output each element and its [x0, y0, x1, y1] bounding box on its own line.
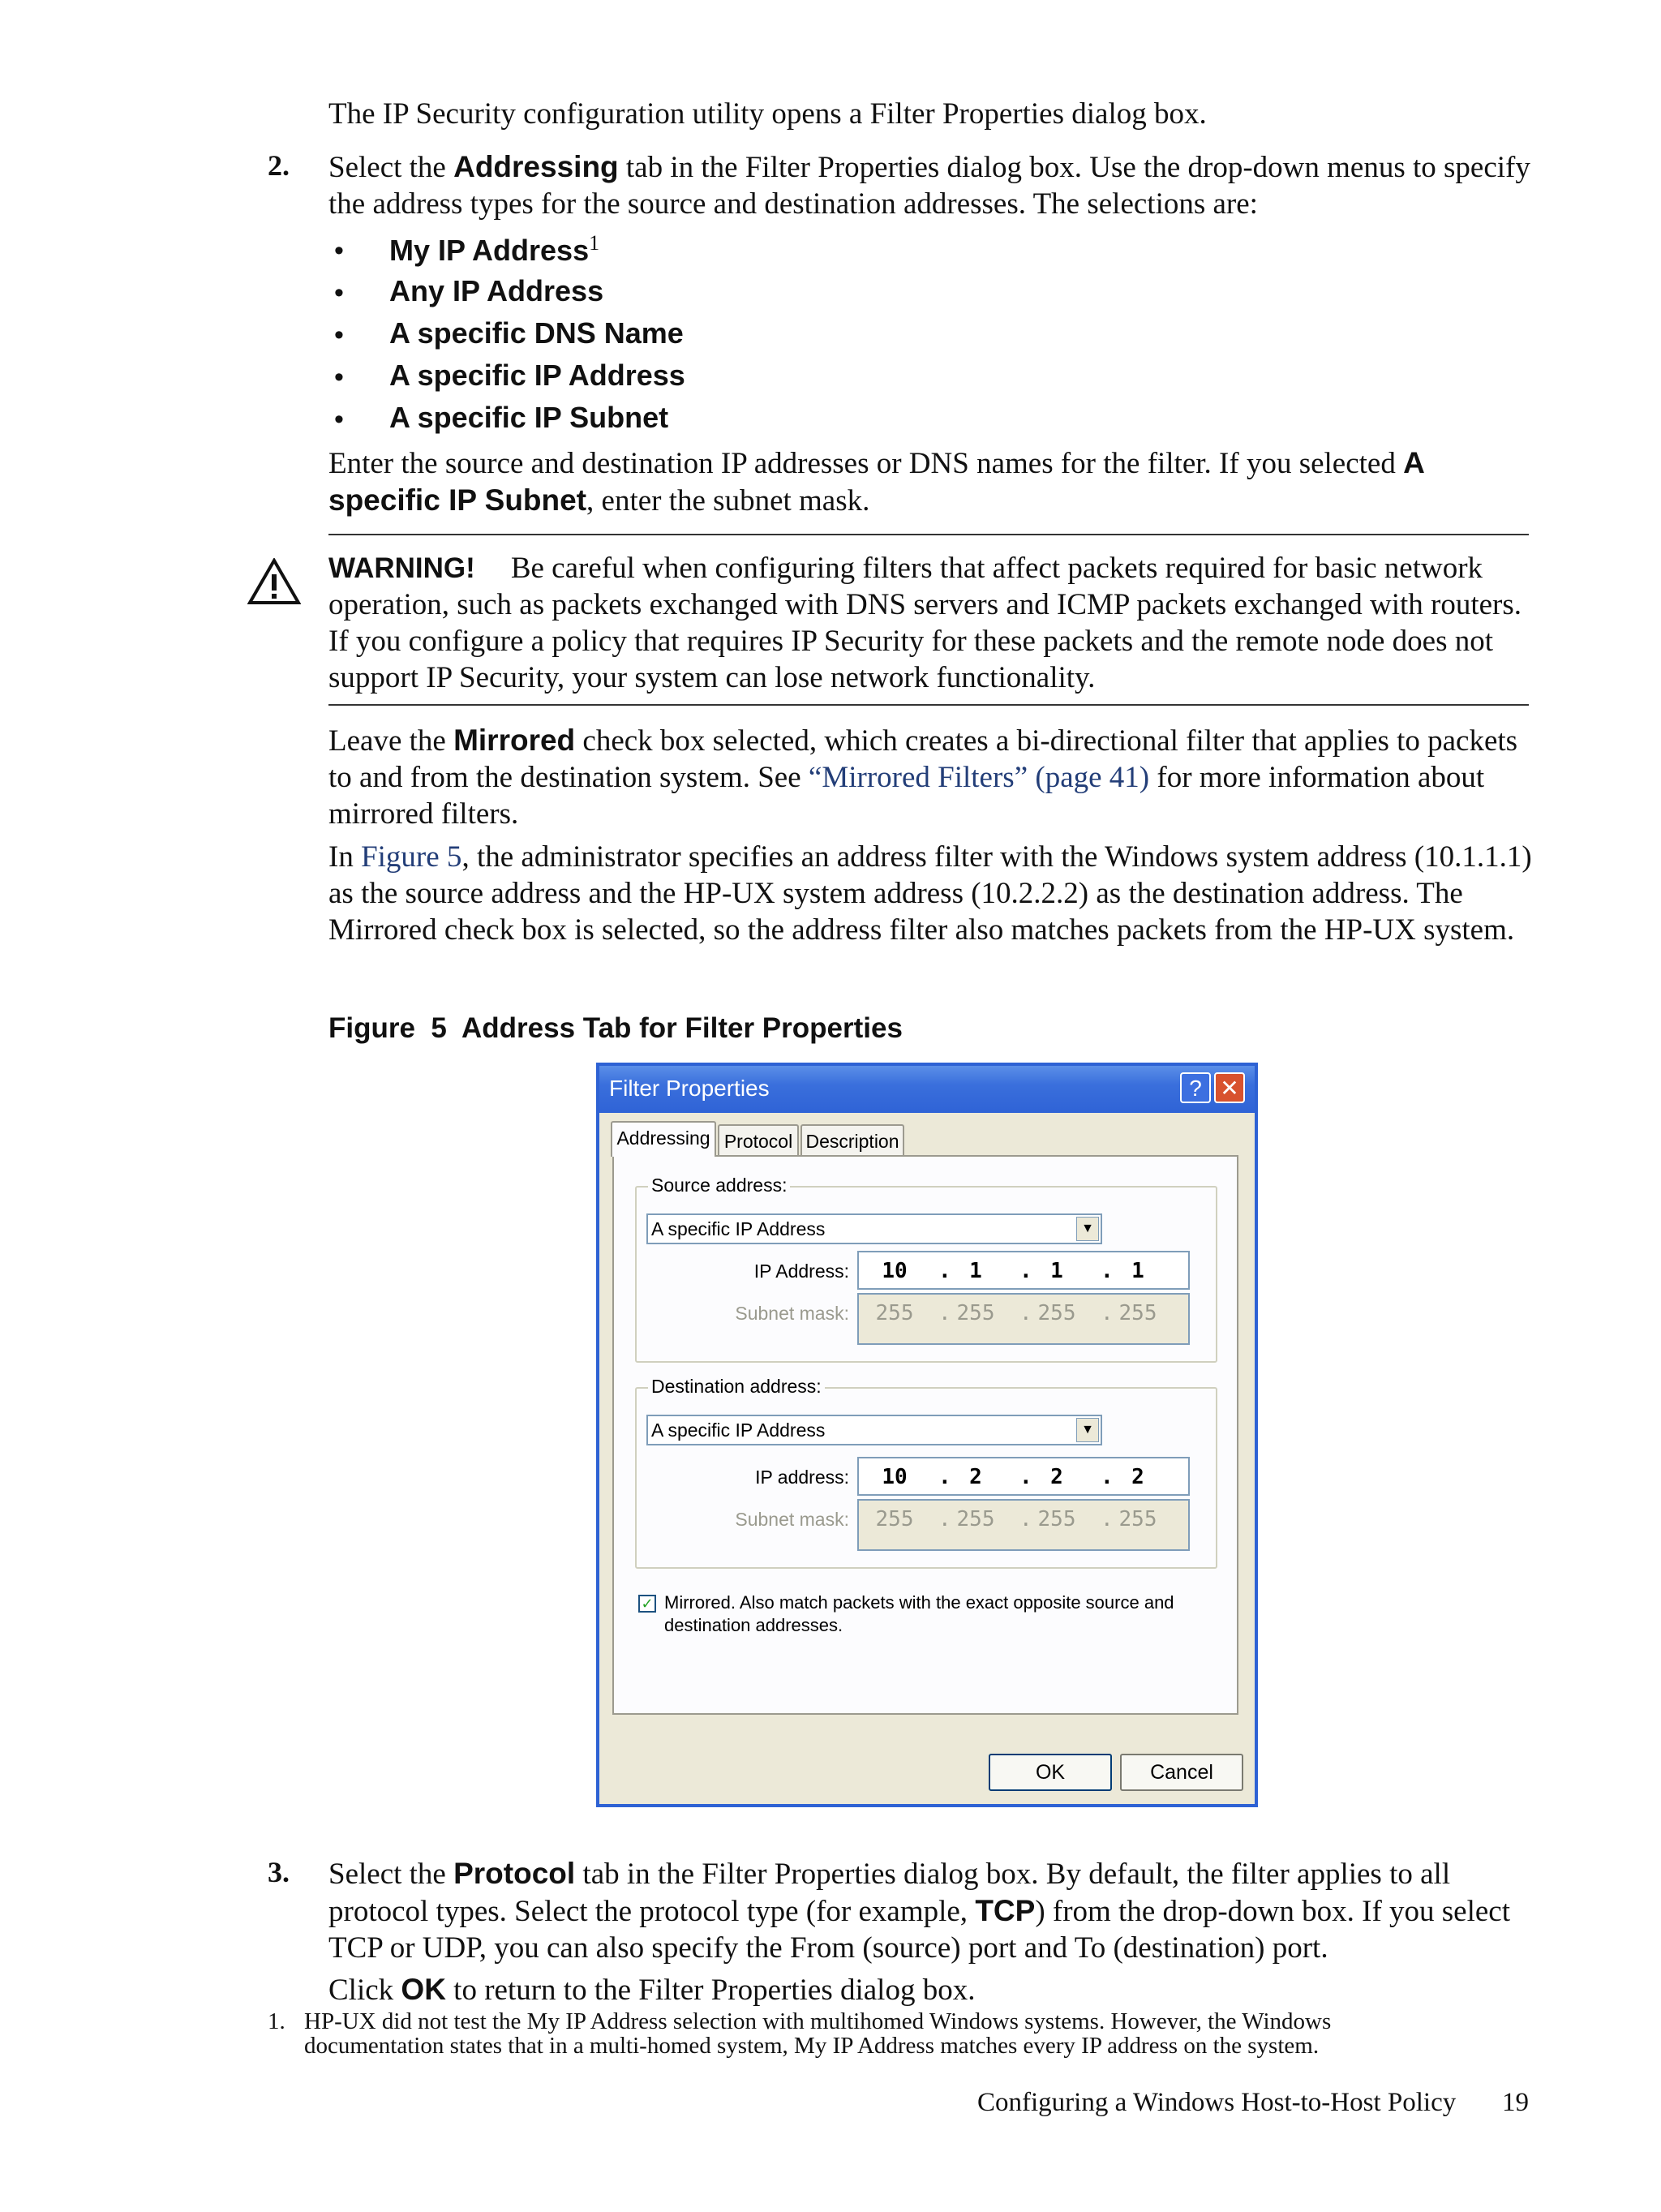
mask-octet: 255 — [875, 1301, 914, 1325]
ip-octet: 2 — [1131, 1465, 1144, 1489]
source-select[interactable]: A specific IP Address ▼ — [646, 1213, 1102, 1244]
dialog-titlebar — [599, 1066, 1255, 1113]
step3-text: Select the Protocol tab in the Filter Properties dialog box. By default, the filter applies to all protocol types. Select the protocol type (for example, TCP) from the drop-down box. If you select TCP or UDP, you can also specify the From (source) port and To (destination) port. — [328, 1857, 1510, 1965]
bullet-dot: • — [334, 235, 344, 266]
ip-octet: 10 — [882, 1259, 908, 1283]
warning-label: WARNING! — [328, 552, 475, 584]
step-number-2: 2. — [268, 149, 290, 182]
destination-mask-label: Subnet mask: — [735, 1509, 849, 1530]
mask-octet: 255 — [1118, 1507, 1157, 1531]
mirrored-checkbox[interactable]: ✓ — [638, 1595, 656, 1613]
bullet-dot: • — [334, 320, 344, 350]
ip-octet: 10 — [882, 1465, 908, 1489]
mask-octet: 255 — [1037, 1507, 1076, 1531]
step-number-3: 3. — [268, 1856, 290, 1888]
bullet-dot: • — [334, 362, 344, 393]
bullet-any-ip: Any IP Address — [389, 274, 604, 307]
warning-top-rule — [328, 534, 1529, 535]
footnote-text: HP-UX did not test the My IP Address selection with multihomed Windows systems. However, the Windows documentation states that in a multi-homed system, My IP Address matches every IP address on the system. — [304, 2008, 1332, 2059]
click-ok-text: Click OK to return to the Filter Properties dialog box. — [328, 1973, 976, 2007]
warning-text: WARNING! Be careful when configuring filters that affect packets required for basic network operation, such as packets exchanged with DNS servers and ICMP packets exchanged with routers. If you configure a policy that requires IP Security for these packets and the remote node does not support IP Security, your system can lose network functionality. — [328, 552, 1522, 694]
intro-text: The IP Security configuration utility opens a Filter Properties dialog box. — [328, 97, 1207, 131]
ip-octet: 2 — [1050, 1465, 1063, 1489]
mask-octet: 255 — [956, 1507, 995, 1531]
destination-label: Destination address: — [648, 1376, 825, 1398]
destination-ip-input[interactable]: 10 . 2 . 2 . 2 — [857, 1457, 1190, 1496]
figure-caption: Figure 5 Address Tab for Filter Properties — [328, 1012, 903, 1044]
help-button[interactable]: ? — [1180, 1072, 1211, 1103]
source-ip-input[interactable]: 10 . 1 . 1 . 1 — [857, 1251, 1190, 1290]
bullet-my-ip: My IP Address$^1$ — [389, 231, 600, 267]
bullet-subnet: A specific IP Subnet — [389, 401, 669, 434]
ip-octet: 1 — [1050, 1259, 1063, 1283]
chevron-down-icon[interactable]: ▼ — [1076, 1418, 1099, 1442]
mask-octet: 255 — [956, 1301, 995, 1325]
tab-panel — [612, 1155, 1238, 1715]
ip-octet: 2 — [969, 1465, 982, 1489]
mask-octet: 255 — [1037, 1301, 1076, 1325]
filter-properties-dialog — [596, 1063, 1258, 1807]
mirrored-filters-link[interactable]: “Mirrored Filters” (page 41) — [808, 761, 1150, 794]
bullet-ip: A specific IP Address — [389, 359, 685, 392]
destination-mask-input: 255 . 255 . 255 . 255 — [857, 1499, 1190, 1551]
bullet-dns: A specific DNS Name — [389, 316, 684, 350]
bullet-dot: • — [334, 404, 344, 435]
tab-description[interactable]: Description — [800, 1124, 904, 1155]
warning-bottom-rule — [328, 704, 1529, 706]
warning-icon — [247, 558, 301, 605]
source-label: Source address: — [648, 1175, 790, 1196]
footnote-ref: 1 — [589, 231, 600, 255]
enter-text: Enter the source and destination IP addresses or DNS names for the filter. If you selected A specific IP Subnet, enter the subnet mask. — [328, 446, 1424, 518]
footer-title: Configuring a Windows Host-to-Host Policy — [977, 2088, 1457, 2117]
destination-select[interactable]: A specific IP Address ▼ — [646, 1415, 1102, 1445]
footnote-number: 1. — [268, 2008, 285, 2034]
close-button[interactable]: ✕ — [1214, 1072, 1245, 1103]
dialog-title: Filter Properties — [609, 1076, 770, 1101]
ok-button[interactable]: OK — [989, 1754, 1112, 1791]
source-mask-label: Subnet mask: — [735, 1303, 849, 1324]
source-mask-input: 255 . 255 . 255 . 255 — [857, 1293, 1190, 1345]
bullet-dot: • — [334, 277, 344, 308]
step2-text: Select the Addressing tab in the Filter Properties dialog box. Use the drop-down menus to specify the address types for the source and destination addresses. The selections are: — [328, 150, 1530, 221]
mask-octet: 255 — [875, 1507, 914, 1531]
source-ip-label: IP Address: — [753, 1261, 849, 1282]
ip-octet: 1 — [1131, 1259, 1144, 1283]
figure-paragraph: In Figure 5, the administrator specifies an address filter with the Windows system address (10.1.1.1) as the source address and the HP-UX system address (10.2.2.2) as the destination address. The Mirrored check box is selected, so the address filter also matches packets from the HP-UX system. — [328, 840, 1532, 947]
cancel-button[interactable]: Cancel — [1120, 1754, 1243, 1791]
ip-octet: 1 — [969, 1259, 982, 1283]
destination-ip-label: IP address: — [755, 1467, 849, 1488]
mirrored-paragraph: Leave the Mirrored check box selected, which creates a bi-directional filter that applies to packets to and from the destination system. See “Mirrored Filters” (page 41) for more information about mirrored filters. — [328, 724, 1518, 831]
tab-addressing[interactable]: Addressing — [611, 1121, 716, 1157]
figure-5-link[interactable]: Figure 5 — [361, 840, 462, 874]
tab-protocol[interactable]: Protocol — [718, 1124, 799, 1155]
mirrored-label: Mirrored. Also match packets with the exact opposite source and destination addresses. — [664, 1592, 1174, 1635]
page-number: 19 — [1502, 2088, 1529, 2117]
mask-octet: 255 — [1118, 1301, 1157, 1325]
chevron-down-icon[interactable]: ▼ — [1076, 1217, 1099, 1241]
